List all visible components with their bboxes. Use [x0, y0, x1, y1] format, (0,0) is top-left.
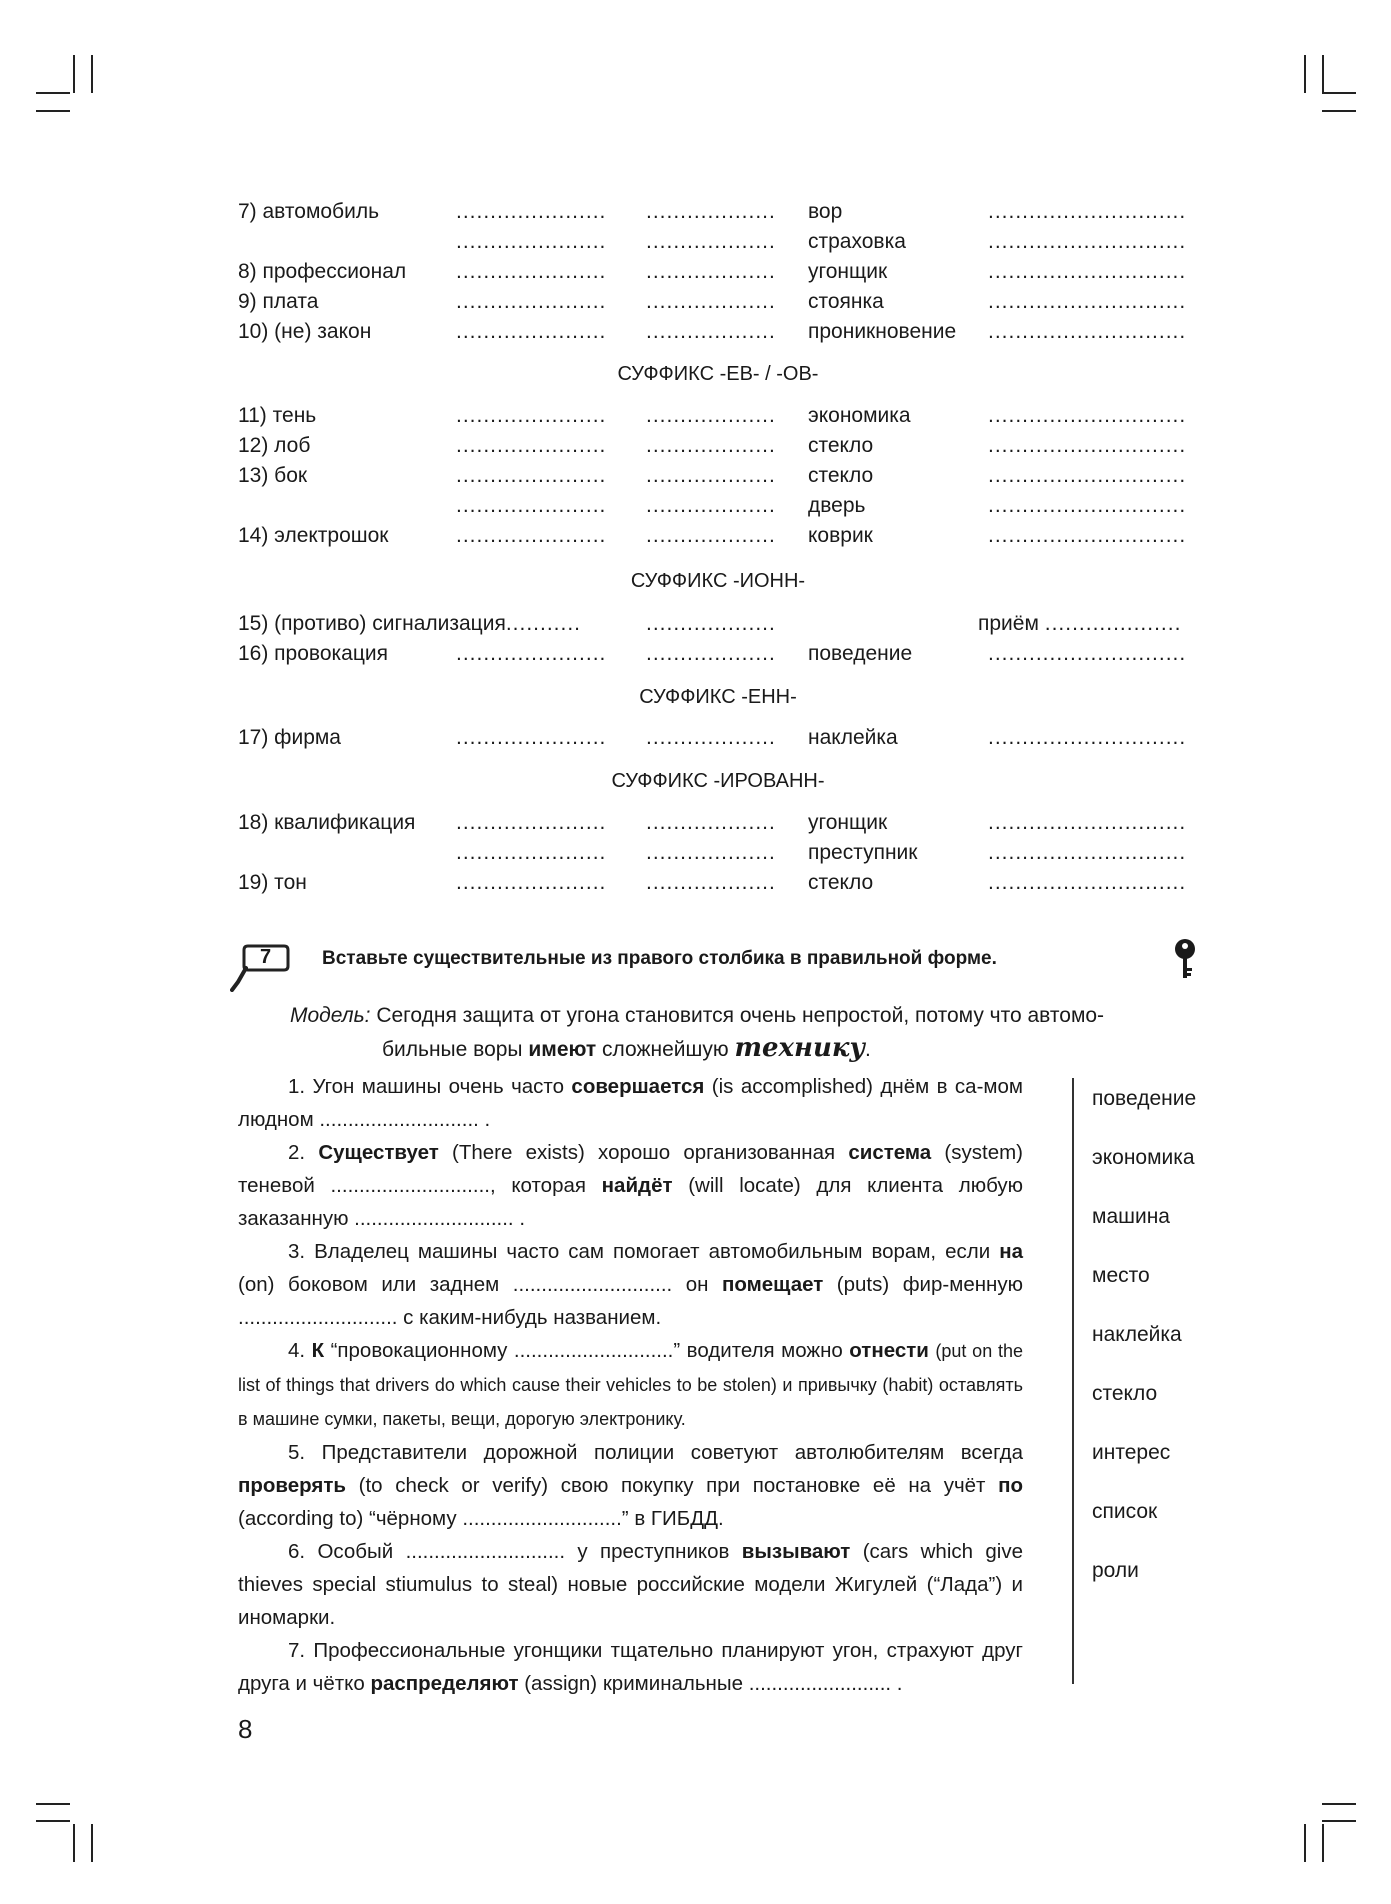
- sentence-2: [238, 1136, 1023, 1235]
- text: 2.: [288, 1141, 306, 1164]
- blank-line: ...................: [646, 434, 776, 457]
- task-number: 7: [260, 946, 272, 968]
- text: (puts) фир-менную ............................ с каким-нибудь названием.: [238, 1273, 1023, 1329]
- row-word: [238, 609, 581, 639]
- blank-line: .............................: [988, 434, 1187, 457]
- model-text: .: [865, 1038, 871, 1061]
- crop-mark: [1322, 1824, 1324, 1862]
- text: “провокационному ............................” водителя можно: [330, 1339, 843, 1362]
- list-item: интерес: [1092, 1441, 1171, 1464]
- section-heading: СУФФИКС -ЕНН-: [639, 686, 797, 708]
- table-row: [238, 317, 1198, 347]
- blank-line: .............................: [988, 404, 1187, 427]
- word-list: [1092, 1084, 1196, 1615]
- noun-word-text: приём: [978, 612, 1039, 635]
- blank-line: ......................: [456, 434, 607, 457]
- row-word: 8) профессионал: [238, 260, 407, 283]
- blank-line: ...................: [646, 260, 776, 283]
- model-text: Сегодня защита от угона становится очень непростой, потому что автомо-: [376, 1004, 1105, 1027]
- column-divider: [1072, 1078, 1074, 1684]
- blank-line: ......................: [456, 260, 607, 283]
- table-row: [238, 461, 1198, 491]
- blank-line: ...................: [646, 612, 776, 635]
- blank-line: ...................: [646, 642, 776, 665]
- blank-line: ......................: [456, 464, 607, 487]
- sentence-5: [238, 1436, 1023, 1535]
- blank-line: .............................: [988, 642, 1187, 665]
- blank-line: ...................: [646, 841, 776, 864]
- table-row: [238, 227, 1198, 257]
- crop-mark: [1322, 1803, 1356, 1805]
- blank-line: .............................: [988, 726, 1187, 749]
- row-word: 18) квалификация: [238, 811, 416, 834]
- table-row: [238, 808, 1198, 838]
- crop-mark: [91, 1824, 93, 1862]
- crop-mark: [36, 1820, 70, 1822]
- text: (to check or verify) свою покупку при постановке её на учёт: [358, 1474, 986, 1497]
- model-bold-verb: имеют: [528, 1038, 597, 1061]
- bold-word: помещает: [721, 1273, 824, 1296]
- section-heading: СУФФИКС -ИОНН-: [630, 570, 806, 592]
- crop-mark: [1322, 92, 1356, 94]
- blank-line: ...................: [646, 404, 776, 427]
- row-word-text: 15) (противо) сигнализация: [238, 612, 506, 635]
- blank-line: ...................: [646, 200, 776, 223]
- table-row: [238, 431, 1198, 461]
- blank-line: ......................: [456, 320, 607, 343]
- blank-line: ......................: [456, 404, 607, 427]
- noun-word: стоянка: [808, 290, 884, 313]
- noun-word: стекло: [808, 434, 874, 457]
- blank-line: ...................: [646, 871, 776, 894]
- blank-line: .............................: [988, 811, 1187, 834]
- crop-mark: [36, 1803, 70, 1805]
- blank-line: .............................: [988, 260, 1187, 283]
- noun-word: стекло: [808, 871, 874, 894]
- blank-line: ...................: [646, 230, 776, 253]
- text: (put on the list of things that drivers do which cause their vehicles to be stolen) и привычку (habit) оставлять в машине сумки, пакеты, вещи, дорогую электронику.: [238, 1341, 1024, 1429]
- blank-line: ......................: [456, 290, 607, 313]
- blank-line: ......................: [456, 494, 607, 517]
- blank-line: ...................: [646, 464, 776, 487]
- table-row: [238, 287, 1198, 317]
- handwritten-answer: технику: [734, 1033, 866, 1063]
- blank-line: ......................: [456, 726, 607, 749]
- blank-line: .............................: [988, 841, 1187, 864]
- model-text: бильные воры: [382, 1038, 523, 1061]
- row-word: 10) (не) закон: [238, 320, 372, 343]
- crop-mark: [1304, 55, 1306, 93]
- bold-word: вызывают: [741, 1540, 851, 1563]
- text: (is accomplished) днём в са-мом людном ............................ .: [238, 1075, 1023, 1131]
- row-word: 19) тон: [238, 871, 307, 894]
- text: 4.: [288, 1339, 306, 1362]
- blank-line: ......................: [456, 811, 607, 834]
- noun-word: наклейка: [808, 726, 898, 749]
- table-row: [238, 639, 1198, 669]
- noun-word: преступник: [808, 841, 918, 864]
- bold-word: найдёт: [601, 1174, 673, 1197]
- task-number-badge: [230, 944, 292, 997]
- blank-line: .............................: [988, 494, 1187, 517]
- blank-line: .............................: [988, 524, 1187, 547]
- model-text: сложнейшую: [602, 1038, 729, 1061]
- blank-line: .............................: [988, 320, 1187, 343]
- page-number: 8: [238, 1714, 253, 1744]
- blank-line: .............................: [988, 464, 1187, 487]
- row-word: 11) тень: [238, 404, 317, 427]
- bold-word: отнести: [849, 1339, 929, 1362]
- noun-word: страховка: [808, 230, 906, 253]
- list-item: машина: [1092, 1205, 1170, 1228]
- section-heading: СУФФИКС -ЕВ- / -ОВ-: [617, 363, 819, 385]
- blank-line: ...................: [646, 290, 776, 313]
- section-heading: СУФФИКС -ИРОВАНН-: [611, 770, 825, 792]
- bold-word: распределяют: [370, 1672, 519, 1695]
- task-instruction: Вставьте существительные из правого столбика в правильной форме.: [322, 948, 997, 969]
- exercise-text: [238, 1070, 1023, 1700]
- row-word: 13) бок: [238, 464, 308, 487]
- list-item: место: [1092, 1264, 1150, 1287]
- sentence-7: [238, 1634, 1023, 1700]
- noun-word: проникновение: [808, 320, 957, 343]
- blank-line: ...................: [646, 320, 776, 343]
- table-row: [238, 609, 1198, 639]
- bold-word: на: [999, 1240, 1023, 1263]
- list-item: роли: [1092, 1559, 1139, 1582]
- text: (assign) криминальные ......................... .: [524, 1672, 903, 1695]
- text: 7. Профессиональные угонщики тщательно планируют угон, страхуют друг друга и чётко: [238, 1639, 1023, 1695]
- crop-mark: [1304, 1824, 1306, 1862]
- noun-word: стекло: [808, 464, 874, 487]
- noun-word: дверь: [808, 494, 866, 517]
- list-item: экономика: [1092, 1146, 1195, 1169]
- text: 5. Представители дорожной полиции советуют автолюбителям всегда: [288, 1441, 1023, 1464]
- sentence-3: [238, 1235, 1023, 1334]
- table-row: [238, 521, 1198, 551]
- table-row: [238, 197, 1198, 227]
- blank-line: .............................: [988, 200, 1187, 223]
- list-item: наклейка: [1092, 1323, 1182, 1346]
- text: 1. Угон машины очень часто: [288, 1075, 564, 1098]
- table-row: [238, 401, 1198, 431]
- row-word: 12) лоб: [238, 434, 311, 457]
- text: (will locate) для клиента любую заказанную ............................ .: [238, 1174, 1023, 1230]
- noun-word: экономика: [808, 404, 911, 427]
- bold-word: проверять: [238, 1474, 347, 1497]
- bold-word: по: [998, 1474, 1023, 1497]
- text: (on) боковом или заднем ............................ он: [238, 1273, 709, 1296]
- crop-mark: [73, 1824, 75, 1862]
- sentence-6: [238, 1535, 1023, 1634]
- model-label: Модель:: [290, 1004, 371, 1027]
- table-row: [238, 838, 1198, 868]
- crop-mark: [91, 55, 93, 93]
- crop-mark: [1322, 55, 1324, 93]
- noun-word: угонщик: [808, 260, 888, 283]
- table-row: [238, 723, 1198, 753]
- text: (system) теневой ............................, которая: [238, 1141, 1023, 1197]
- bold-word: система: [848, 1141, 932, 1164]
- crop-mark: [73, 55, 75, 93]
- text: (There exists) хорошо организованная: [452, 1141, 836, 1164]
- table-row: [238, 491, 1198, 521]
- crop-mark: [1322, 110, 1356, 112]
- table-row: [238, 257, 1198, 287]
- blank-line: ...................: [646, 524, 776, 547]
- key-icon: [1172, 938, 1198, 985]
- text: 3. Владелец машины часто сам помогает автомобильным ворам, если: [288, 1240, 991, 1263]
- blank-line: .............................: [988, 871, 1187, 894]
- table-row: [238, 868, 1198, 898]
- row-word: 16) провокация: [238, 642, 388, 665]
- blank-line: ....................: [1044, 612, 1182, 635]
- crop-mark: [36, 92, 70, 94]
- blank-line: ......................: [456, 230, 607, 253]
- text: (according to) “чёрному ............................” в ГИБДД.: [238, 1507, 724, 1530]
- blank-line: ......................: [456, 524, 607, 547]
- noun-word: коврик: [808, 524, 873, 547]
- bold-word: К: [311, 1339, 325, 1362]
- row-word: 17) фирма: [238, 726, 341, 749]
- blank-line: ......................: [456, 200, 607, 223]
- row-word: 9) плата: [238, 290, 319, 313]
- bold-word: совершается: [571, 1075, 705, 1098]
- blank-line: ...................: [646, 494, 776, 517]
- row-word: 14) электрошок: [238, 524, 389, 547]
- noun-word: вор: [808, 200, 843, 223]
- sentence-4: [238, 1334, 1023, 1436]
- noun-word: угонщик: [808, 811, 888, 834]
- blank-line: .............................: [988, 290, 1187, 313]
- text: (cars which give thieves special stiumulus to steal) новые российские модели Жигулей (“Лада”) и иномарки.: [238, 1540, 1023, 1629]
- noun-word: [978, 609, 1181, 639]
- crop-mark: [1322, 1820, 1356, 1822]
- list-item: поведение: [1092, 1087, 1197, 1110]
- sentence-1: [238, 1070, 1023, 1136]
- blank-line: ......................: [456, 642, 607, 665]
- row-word: 7) автомобиль: [238, 200, 380, 223]
- blank-line: ...................: [646, 811, 776, 834]
- list-item: список: [1092, 1500, 1158, 1523]
- blank-line: ......................: [456, 841, 607, 864]
- list-item: стекло: [1092, 1382, 1158, 1405]
- crop-mark: [36, 110, 70, 112]
- model-example: [290, 1000, 1210, 1066]
- text: 6. Особый ............................ у преступников: [288, 1540, 730, 1563]
- blank-line: ......................: [456, 871, 607, 894]
- noun-word: поведение: [808, 642, 913, 665]
- bold-word: Существует: [318, 1141, 439, 1164]
- blank-line: ...........: [505, 612, 581, 635]
- blank-line: ...................: [646, 726, 776, 749]
- blank-line: .............................: [988, 230, 1187, 253]
